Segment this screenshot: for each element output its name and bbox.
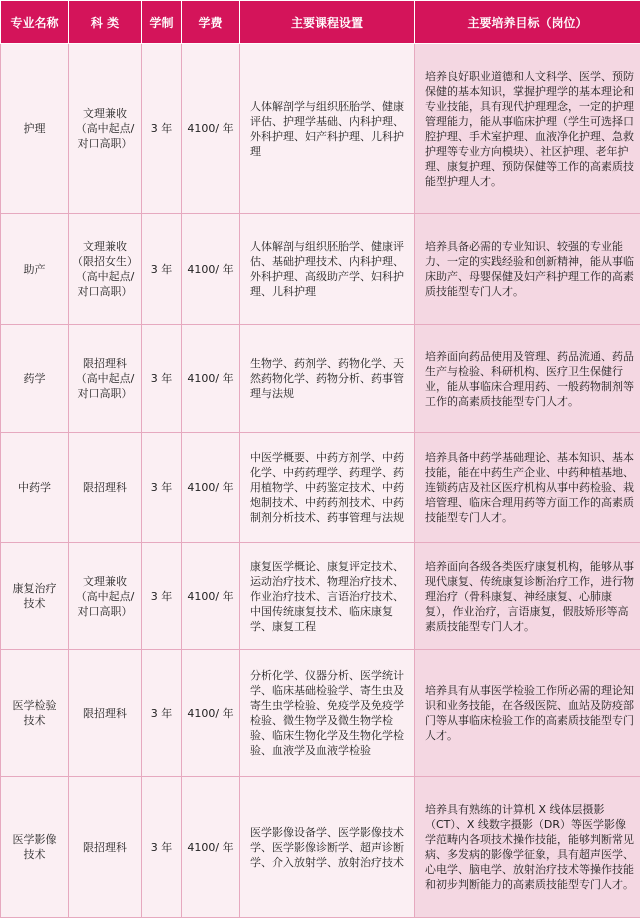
category: 限招理科 <box>69 777 142 918</box>
duration: 3 年 <box>142 44 182 214</box>
table-row <box>1 433 640 543</box>
tuition: 4100/ 年 <box>182 44 240 214</box>
category: 限招理科 <box>69 433 142 543</box>
duration: 3 年 <box>142 543 182 650</box>
training-goal: 培养面向药品使用及管理、药品流通、药品生产与检验、科研机构、医疗卫生保健行业，能从事临床合理用药、一般药物制剂等工作的高素质技能型专门人才。 <box>415 325 640 433</box>
courses: 分析化学、仪器分析、医学统计学、临床基础检验学、寄生虫及寄生虫学检验、免疫学及免疫学检验、微生物学及微生物学检验、临床生物化学及生物化学检验、血液学及血液学检验 <box>240 650 415 777</box>
table-row <box>1 777 640 918</box>
header-goal: 主要培养目标（岗位） <box>415 1 640 44</box>
header-courses: 主要课程设置 <box>240 1 415 44</box>
header-category: 科 类 <box>69 1 142 44</box>
category: 限招理科 （高中起点/ 对口高职） <box>69 325 142 433</box>
tuition: 4100/ 年 <box>182 543 240 650</box>
tuition: 4100/ 年 <box>182 433 240 543</box>
major-name: 药学 <box>1 325 69 433</box>
table-row <box>1 543 640 650</box>
major-name: 康复治疗 技术 <box>1 543 69 650</box>
training-goal: 培养具有熟练的计算机 X 线体层摄影（CT）、X 线数字摄影（DR）等医学影像学范畴内各项技术操作技能，能够判断常见病、多发病的影像学征象，具有超声医学、心电学、脑电学、放射治疗技术等操作技能和初步判断能力的高素质技能型专门人才。 <box>415 777 640 918</box>
training-goal: 培养具有从事医学检验工作所必需的理论知识和业务技能，在各级医院、血站及防疫部门等从事临床检验工作的高素质技能型专门人才。 <box>415 650 640 777</box>
duration: 3 年 <box>142 325 182 433</box>
header-major: 专业名称 <box>1 1 69 44</box>
table-row <box>1 44 640 214</box>
training-goal: 培养良好职业道德和人文科学、医学、预防保健的基本知识，掌握护理学的基本理论和专业技能，具有现代护理理念，一定的护理管理能力，能从事临床护理（学生可选择口腔护理、手术室护理、血液净化护理、急救护理等专业方向模块）、社区护理、老年护理、康复护理、预防保健等工作的高素质技能型护理人才。 <box>415 44 640 214</box>
training-goal: 培养具备必需的专业知识、较强的专业能力、一定的实践经验和创新精神，能从事临床助产、母婴保健及妇产科护理工作的高素质技能型专门人才。 <box>415 214 640 325</box>
table-row <box>1 325 640 433</box>
header-duration: 学制 <box>142 1 182 44</box>
major-name: 医学检验 技术 <box>1 650 69 777</box>
tuition: 4100/ 年 <box>182 650 240 777</box>
tuition: 4100/ 年 <box>182 325 240 433</box>
table-row <box>1 650 640 777</box>
major-name: 中药学 <box>1 433 69 543</box>
category: 文理兼收 （高中起点/ 对口高职） <box>69 44 142 214</box>
courses: 中医学概要、中药方剂学、中药化学、中药药理学、药理学、药用植物学、中药鉴定技术、中药炮制技术、中药药剂技术、中药制剂分析技术、药事管理与法规 <box>240 433 415 543</box>
tuition: 4100/ 年 <box>182 214 240 325</box>
category: 限招理科 <box>69 650 142 777</box>
header-row <box>1 1 640 44</box>
training-goal: 培养具备中药学基础理论、基本知识、基本技能，能在中药生产企业、中药种植基地、连锁药店及社区医疗机构从事中药检验、栽培管理、临床合理用药等方面工作的高素质技能型专门人才。 <box>415 433 640 543</box>
header-tuition: 学费 <box>182 1 240 44</box>
courses: 生物学、药剂学、药物化学、天然药物化学、药物分析、药事管理与法规 <box>240 325 415 433</box>
duration: 3 年 <box>142 214 182 325</box>
tuition: 4100/ 年 <box>182 777 240 918</box>
category: 文理兼收 （限招女生） （高中起点/ 对口高职） <box>69 214 142 325</box>
duration: 3 年 <box>142 433 182 543</box>
major-name: 助产 <box>1 214 69 325</box>
major-name: 护理 <box>1 44 69 214</box>
duration: 3 年 <box>142 650 182 777</box>
major-name: 医学影像 技术 <box>1 777 69 918</box>
courses: 康复医学概论、康复评定技术、运动治疗技术、物理治疗技术、作业治疗技术、言语治疗技术、中国传统康复技术、临床康复学、康复工程 <box>240 543 415 650</box>
courses: 人体解剖学与组织胚胎学、健康评估、护理学基础、内科护理、外科护理、妇产科护理、儿科护理 <box>240 44 415 214</box>
courses: 人体解剖与组织胚胎学、健康评估、基础护理技术、内科护理、外科护理、高级助产学、妇科护理、儿科护理 <box>240 214 415 325</box>
table-row <box>1 214 640 325</box>
category: 文理兼收 （高中起点/ 对口高职） <box>69 543 142 650</box>
duration: 3 年 <box>142 777 182 918</box>
training-goal: 培养面向各级各类医疗康复机构，能够从事现代康复、传统康复诊断治疗工作，进行物理治疗（骨科康复、神经康复、心肺康复），作业治疗，言语康复，假肢矫形等高素质技能型专门人才。 <box>415 543 640 650</box>
courses: 医学影像设备学、医学影像技术学、医学影像诊断学、超声诊断学、介入放射学、放射治疗技术 <box>240 777 415 918</box>
